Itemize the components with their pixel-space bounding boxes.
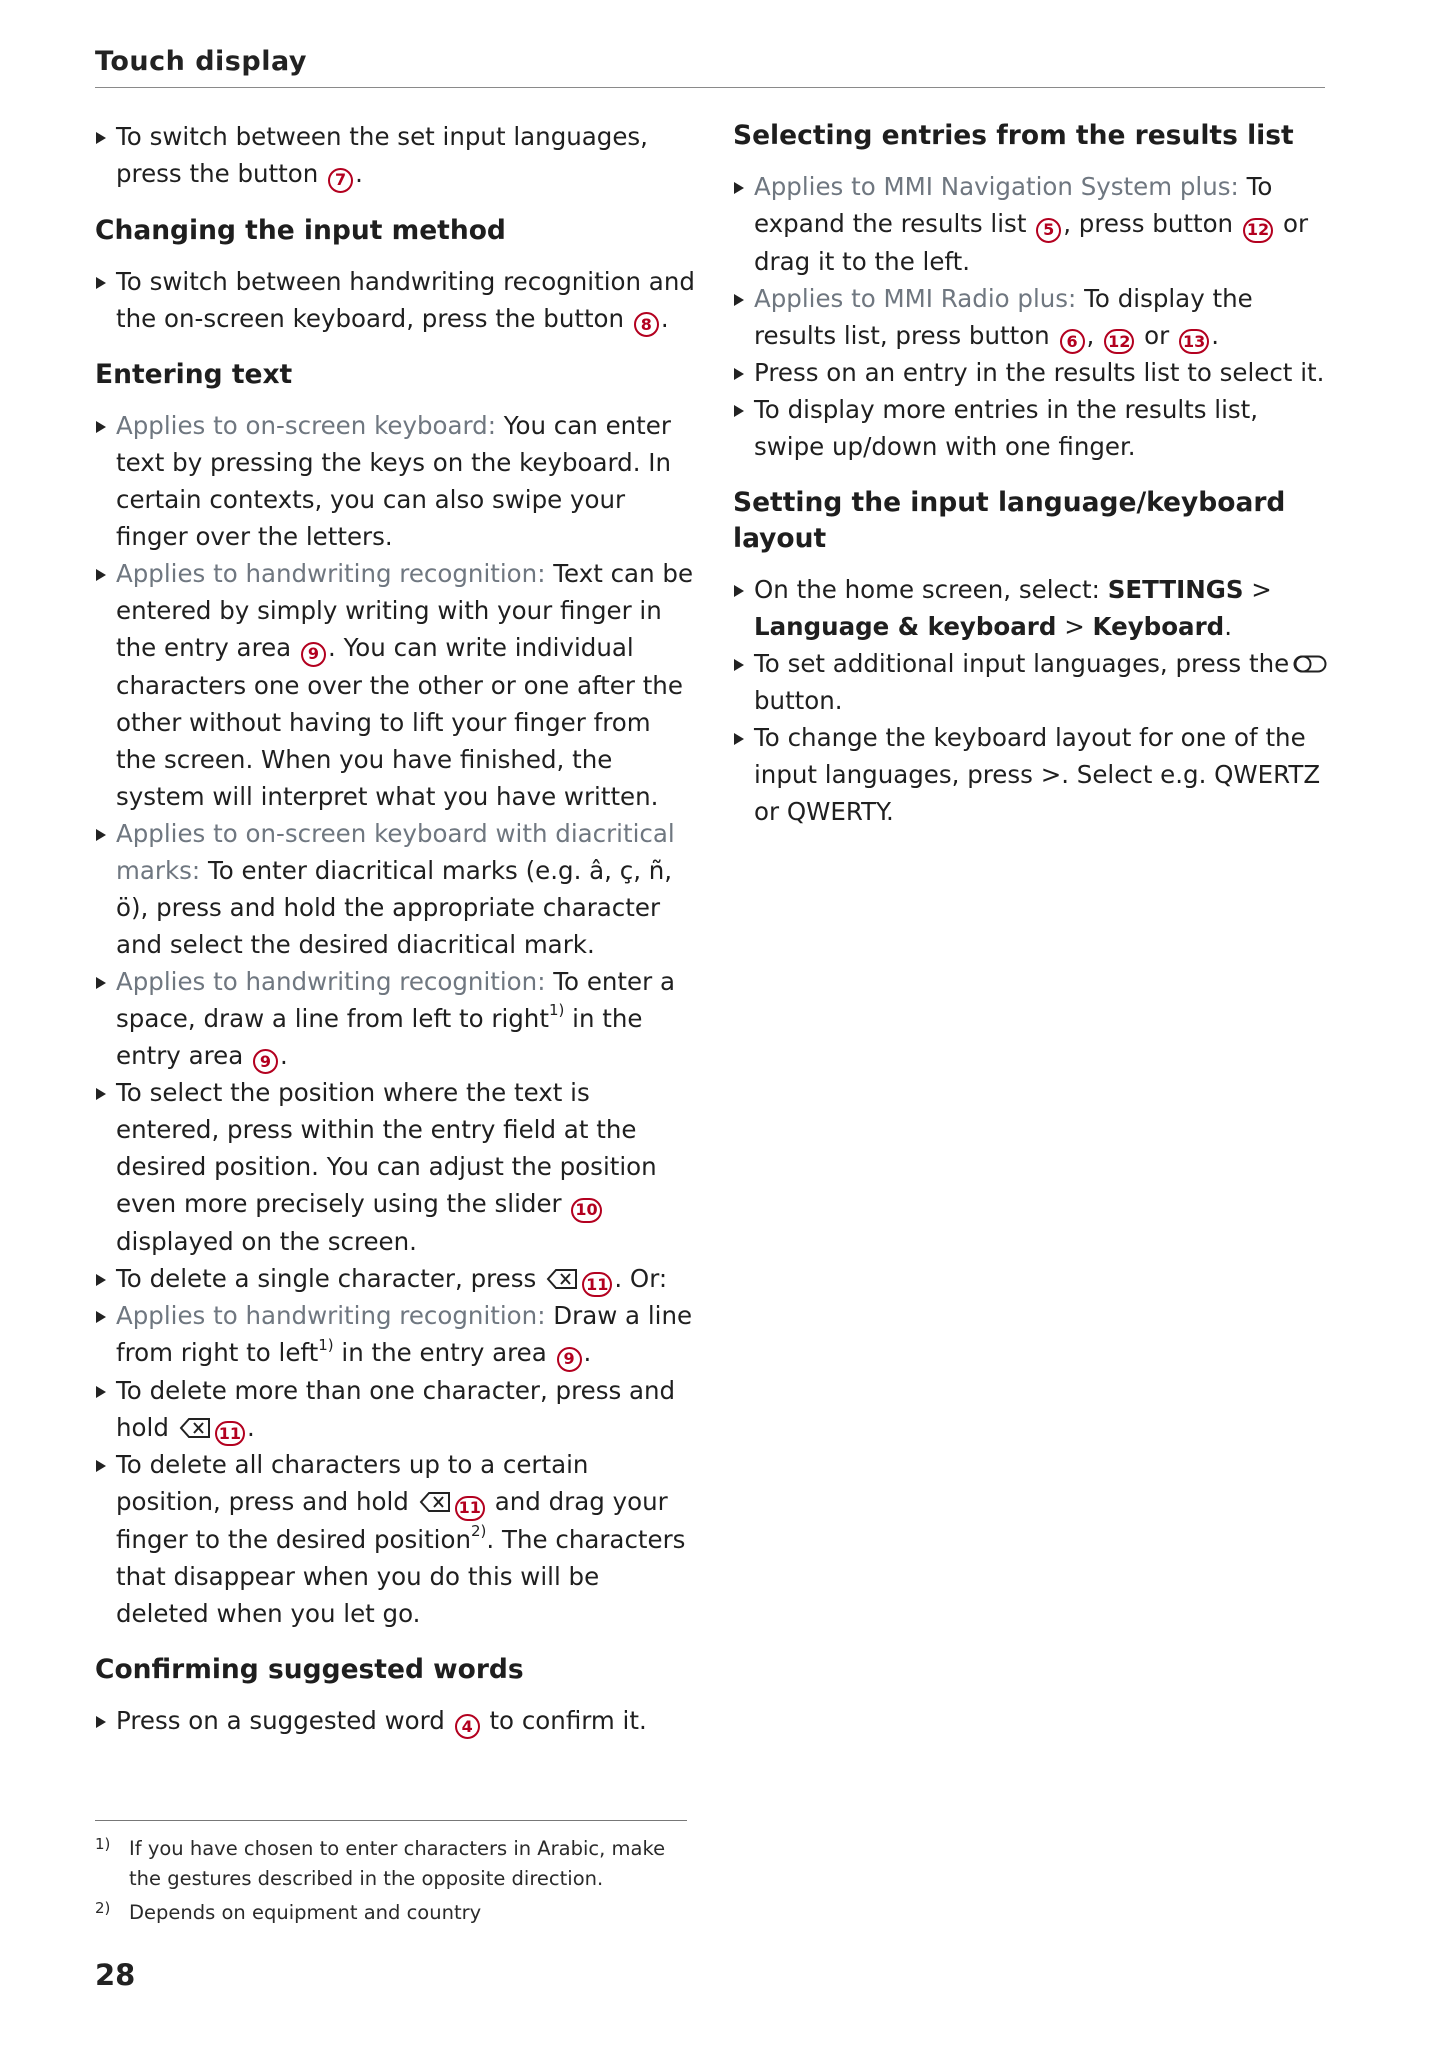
- footnote-ref: 2): [471, 1522, 487, 1541]
- section-heading: Setting the input language/keyboard layout: [733, 487, 1286, 554]
- list-item: Press on a suggested word 4 to confirm it.: [95, 1702, 695, 1740]
- backspace-icon: [546, 1268, 578, 1290]
- page-header: [95, 46, 1325, 88]
- list-item: To select the position where the text is entered, press within the entry field at the desired position. You can adjust the position even more precisely using the slider 10 displayed on the screen.: [95, 1074, 695, 1260]
- callout-number: 10: [571, 1198, 601, 1223]
- list-item: Applies to handwriting recognition: Draw a line from right to left$^{1)}$ in the entry area 9 .: [95, 1297, 695, 1372]
- callout-number: 5: [1036, 218, 1061, 243]
- list-item: To delete more than one character, press and hold 11 .: [95, 1372, 695, 1447]
- callout-number: 8: [634, 312, 659, 337]
- callout-number: 9: [557, 1347, 582, 1372]
- list-item: Applies to MMI Radio plus: To display the results list, press button 6 , 12 or 13 .: [733, 280, 1333, 355]
- list-item: To switch between the set input languages, press the button 7 .: [95, 118, 695, 193]
- section-heading: Selecting entries from the results list: [733, 120, 1294, 151]
- callout-number: 9: [253, 1049, 278, 1074]
- callout-number: 12: [1243, 218, 1273, 243]
- callout-number: 6: [1060, 329, 1085, 354]
- callout-number: 11: [455, 1496, 485, 1521]
- list-item: Press on an entry in the results list to select it.: [733, 354, 1333, 391]
- footnote-ref: 1): [318, 1335, 334, 1354]
- list-item: To delete all characters up to a certain position, press and hold 11 and drag your finger to the desired position$^{2)}$. The characters that disappear when you do this will be deleted when you let go.: [95, 1446, 695, 1632]
- callout-number: 11: [215, 1421, 245, 1446]
- list-item: Applies to MMI Navigation System plus: To expand the results list 5 , press button 12 or drag it to the left.: [733, 168, 1333, 280]
- list-item: To display more entries in the results list, swipe up/down with one finger.: [733, 391, 1333, 465]
- callout-number: 7: [328, 168, 353, 193]
- section-heading: Confirming suggested words: [95, 1653, 524, 1685]
- list-item: To switch between handwriting recognition and the on-screen keyboard, press the button 8 .: [95, 263, 695, 338]
- left-column: [95, 118, 695, 1739]
- footnote: 1) If you have chosen to enter characters in Arabic, make the gestures described in the opposite direction.: [95, 1835, 666, 1890]
- list-item: To set additional input languages, press the button.: [733, 645, 1333, 719]
- callout-number: 13: [1179, 329, 1209, 354]
- footnote-divider: [95, 1820, 687, 1821]
- backspace-icon: [419, 1491, 451, 1513]
- right-column: [733, 118, 1333, 830]
- list-item: To change the keyboard layout for one of the input languages, press >. Select e.g. QWERTZ or QWERTY.: [733, 719, 1333, 830]
- callout-number: 4: [455, 1714, 480, 1739]
- list-item: Applies to handwriting recognition: To enter a space, draw a line from left to right$^{1)}$ in the entry area 9 .: [95, 963, 695, 1075]
- toggle-icon: [1293, 654, 1327, 674]
- callout-number: 11: [582, 1272, 612, 1297]
- footnote: 2) Depends on equipment and country: [95, 1899, 482, 1924]
- list-item: On the home screen, select: SETTINGS > Language & keyboard > Keyboard.: [733, 571, 1333, 645]
- section-heading: Changing the input method: [95, 214, 506, 246]
- section-heading: Entering text: [95, 359, 293, 390]
- page-number: 28: [95, 1958, 136, 1992]
- backspace-icon: [179, 1417, 211, 1439]
- callout-number: 12: [1104, 329, 1134, 354]
- footnotes: [95, 1830, 695, 1928]
- header-title: Touch display: [95, 46, 307, 77]
- list-item: Applies to on-screen keyboard with diacritical marks: To enter diacritical marks (e.g. â, ç, ñ, ö), press and hold the appropriate character and select the desired diacritical mark.: [95, 815, 695, 963]
- list-item: Applies to on-screen keyboard: You can enter text by pressing the keys on the keyboard. In certain contexts, you can also swipe your finger over the letters.: [95, 407, 695, 555]
- list-item: To delete a single character, press 11 . Or:: [95, 1260, 695, 1298]
- footnote-ref: 1): [548, 1001, 565, 1020]
- callout-number: 9: [301, 642, 326, 667]
- list-item: Applies to handwriting recognition: Text can be entered by simply writing with your finger in the entry area 9 . You can write individual characters one over the other or one after the other without having to lift your finger from the screen. When you have finished, the system will interpret what you have written.: [95, 555, 695, 815]
